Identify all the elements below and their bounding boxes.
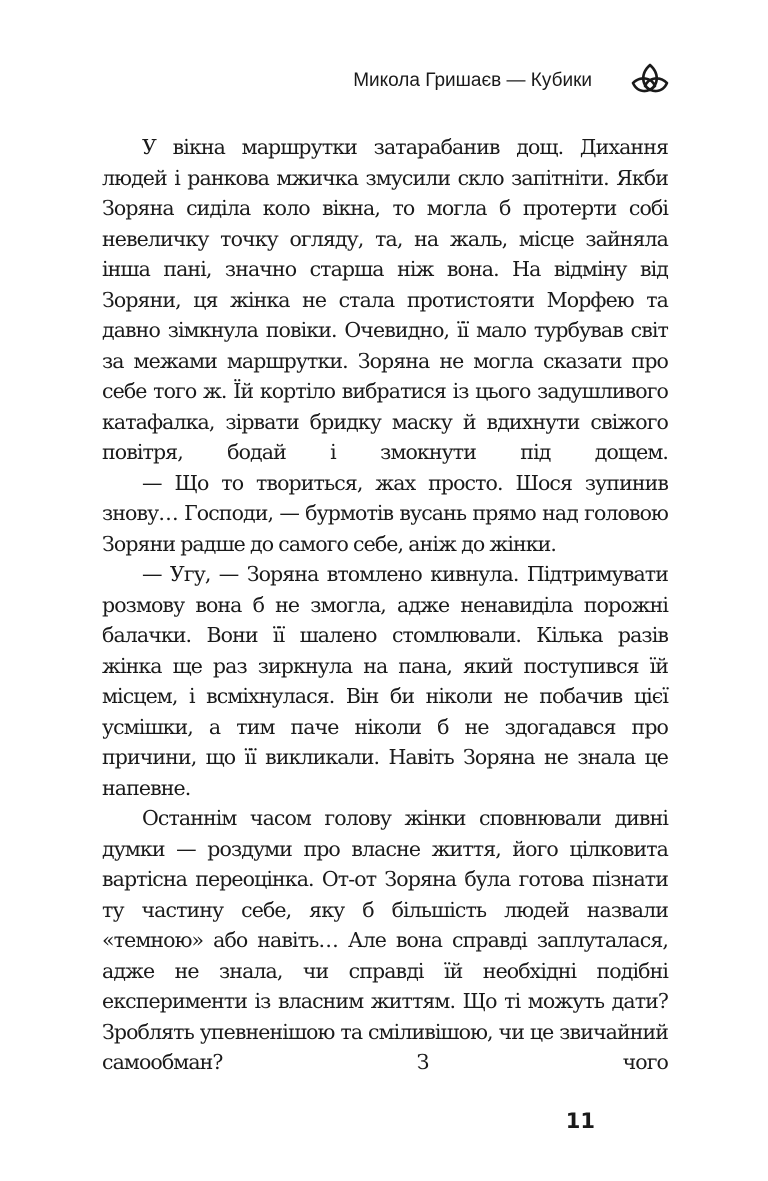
page-number: 11 bbox=[565, 1109, 595, 1133]
running-title: Микола Гришаєв — Кубики bbox=[353, 70, 592, 91]
main-text bbox=[102, 132, 668, 1078]
paragraph-3: — Угу, — Зоряна втомлено кивнула. Підтримувати розмову вона б не змогла, адже ненавиділа порожні балачки. Вони її шалено стомлювали. Кілька разів жінка ще раз зиркнула на пана, який поступився їй місцем, і всміхнулася. Він би ніколи не побачив цієї усмішки, а тим паче ніколи б не здогадався про причини, що її викликали. Навіть Зоряна не знала це напевне. bbox=[102, 562, 668, 800]
running-header bbox=[100, 62, 670, 102]
paragraph-1: У вікна маршрутки затарабанив дощ. Дихання людей і ранкова мжичка змусили скло запітніти. Якби Зоряна сиділа коло вікна, то могла б протерти собі невеличку точку огляду, та, на жаль, місце зайняла інша пані, значно старша ніж вона. На відміну від Зоряни, ця жінка не стала протистояти Морфею та давно зімкнула повіки. Очевидно, її мало турбував світ за межами маршрутки. Зоряна не могла сказати про себе того ж. Їй кортіло вибратися із цього задушливого катафалка, зірвати бридку маску й вдихнути свіжого повітря, бодай і змокнути під дощем. bbox=[102, 135, 668, 464]
paragraph-4: Останнім часом голову жінки сповнювали дивні думки — роздуми про власне життя, його цілковита вартісна переоцінка. От-от Зоряна була готова пізнати ту частину себе, яку б більшість людей назвали «темною» або навіть… Але вона справді заплуталася, адже не знала, чи справді їй необхідні подібні експерименти із власним життям. Що ті можуть дати? Зроблять упевненішою та сміливішою, чи це звичайний самообман? З чого bbox=[102, 806, 668, 1074]
triquetra-icon bbox=[630, 62, 670, 102]
paragraph-2: — Що то твориться, жах просто. Шося зупинив знову… Господи, — бурмотів вусань прямо над головою Зоряни радше до самого себе, аніж до жінки. bbox=[102, 470, 668, 556]
